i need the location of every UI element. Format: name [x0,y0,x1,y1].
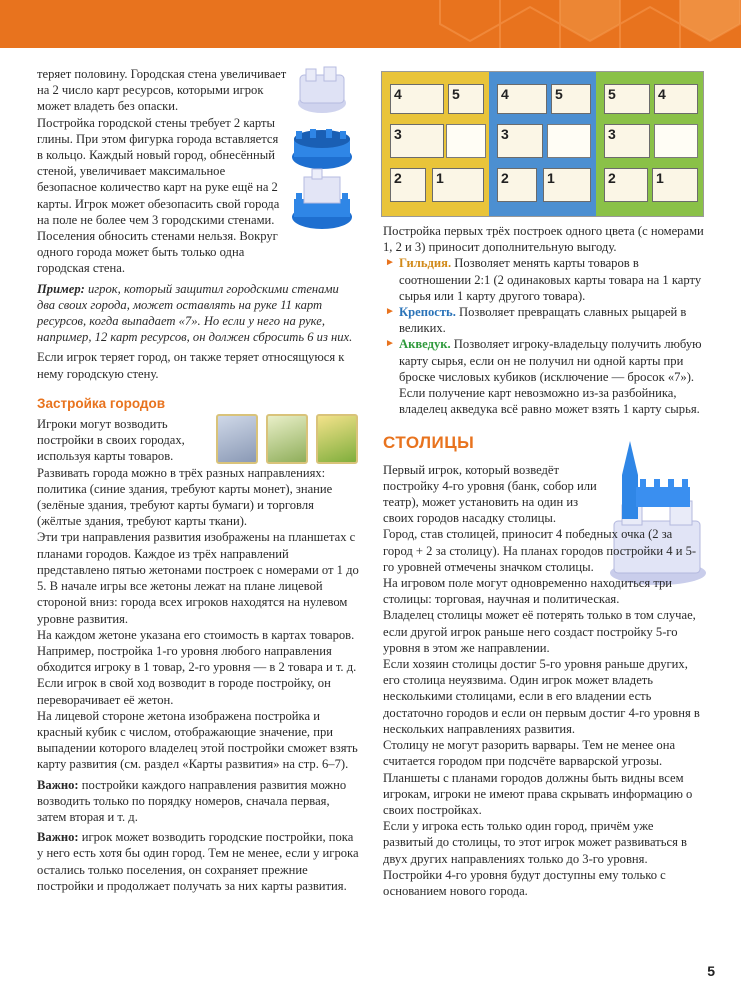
capitals-paragraph-4: Владелец столицы может её потерять только в том случае, если другой игрок раньше него создаст постройку 5-го уровня в этом же направлении. [383,608,696,655]
commodity-cards-image [216,414,359,464]
important-note-2 [37,829,359,894]
city-improvement-board-image [381,71,704,217]
coin-card-icon [216,414,258,464]
board-caption: Постройка первых трёх построек одного цвета (с номерами 1, 2 и 3) приносит дополнительную выгоду. [383,224,704,255]
section-intro: Игроки могут возводить постройки в своих городах, используя карты товаров. [37,417,185,464]
capitals-paragraph-2: Город, став столицей, приносит 4 победных очка (2 за город + 2 за столицу). На планах городов постройки 4 и 5-го уровней отмечены значком столицы. [383,527,697,574]
capitals-paragraph-1: Первый игрок, который возведёт постройку 4-го уровня (банк, собор или театр), может установить на один из своих городов насадку столицы. [383,462,597,526]
important-text-2: игрок может возводить городские постройки, пока у него есть хотя бы один город. Тем не менее, если у игрока остались только поселения, он сохраняет прежние постройки и продолжает получать за них карты развития. [37,830,359,893]
paper-card-icon [266,414,308,464]
guild-name: Гильдия. [399,256,452,271]
important-label-2: Важно: [37,830,79,845]
bullet-guild [383,255,705,304]
trade-panel: 4 5 3 2 1 [382,72,489,216]
capitals-paragraph-3: На игровом поле могут одновременно находиться три столицы: торговая, научная и политическая. [383,576,673,607]
left-column [37,66,359,894]
politics-panel: 4 5 3 2 1 [489,72,596,216]
triangle-bullet-icon: ► [385,338,395,350]
example-paragraph [37,281,359,346]
header-band [0,0,741,48]
section-title-capitals: СТОЛИЦЫ [383,433,475,453]
example-label: Пример: [37,281,85,296]
section-paragraph-2: Эти три направления развития изображены на планшетах с планами городов. Каждое из трёх направлений представлено пятью жетонами построек с номерами от 1 до 5. В начале игры все жетоны лежат на плане лицевой стороной вниз: города всех игроков находятся на нулевом уровне развития. [37,530,359,626]
triangle-bullet-icon: ► [385,257,395,269]
cloth-card-icon [316,414,358,464]
page-number: 5 [707,963,715,979]
section-paragraph-1: Развивать города можно в трёх разных направлениях: политика (синие здания, требуют карты монет), знание (зелёные здания, требуют карты бумаги) и торговля (жёлтые здания, требуют карты ткани). [37,465,333,529]
guild-text: Позволяет менять карты товаров в соотношении 2:1 (2 одинаковых карты товара на 1 карту сырья или 1 карту другого товара). [399,256,702,303]
triangle-bullet-icon: ► [385,306,395,318]
important-note-1 [37,777,359,826]
bullet-fortress [383,304,705,336]
capitals-paragraph-5: Если хозяин столицы достиг 5-го уровня раньше других, его столица неуязвима. Один игрок может владеть несколькими столицами, если в его владении есть достаточно городов и если он первым достиг 4-го уровня в нескольких направлениях развития. [383,657,700,736]
intro-paragraph-2: Постройка городской стены требует 2 карты глины. При этом фигурка города вставляется в кольцо. Каждый новый город, обнесённый стеной, увеличивает максимальное безопасное количество карт на руке ещё на 2 карты. Игрок может обезопасить свой города на поле не более чем 3 городскими стенами. Поселения обносить стенами нельзя. Вокруг одного города может быть только одна городская стена. [37,115,280,276]
bullet-aqueduct [383,336,705,417]
fortress-name: Крепость. [399,305,456,320]
section-title-city-building: Застройка городов [37,395,166,411]
capitals-paragraph-7: Планшеты с планами городов должны быть видны всем игрокам, игроки не имеют права скрывать информацию о своих постройках. [383,770,693,817]
aqueduct-name: Акведук. [399,337,451,352]
capitals-paragraph-8: Если у игрока есть только один город, причём уже развитый до столицы, то этот игрок может развиваться в двух других направлениях только до 3-го уровня. Постройки 4-го уровня будут доступны ему только с основанием нового города. [383,819,687,898]
aqueduct-text: Позволяет игроку-владельцу получить любую карту сырья, если он не получил ни одной карты при броске числовых кубиков (исключение — бросок «7»). Если получение карт невозможно из-за разбойника, владелец акведука всё равно может взять 1 карту сырья. [399,337,702,417]
right-column [383,223,705,899]
important-label-1: Важно: [37,777,79,792]
loss-paragraph: Если игрок теряет город, он также теряет относящуюся к нему городскую стену. [37,350,345,381]
capitals-paragraph-6: Столицу не могут разорить варвары. Тем не менее она считается городом при подсчёте варварской угрозы. [383,738,676,769]
fortress-text: Позволяет превращать славных рыцарей в великих. [399,305,687,336]
important-text-1: постройки каждого направления развития можно возводить только по порядку номеров, сначала первая, затем вторая и т. д. [37,777,347,824]
science-panel: 5 4 3 2 1 [596,72,703,216]
hexagon-pattern-icon [0,0,741,48]
section-paragraph-3: На каждом жетоне указана его стоимость в картах товаров. Например, постройка 1-го уровня любого направления обходится игроку в 1 товар, 2-го уровня — в 2 товара и т. д. Если игрок в свой ход возводит в городе постройку, он переворачивает её жетон. [37,627,357,707]
example-text: игрок, который защитил городскими стенами два своих города, может оставлять на руке 11 карт ресурсов, когда выпадает «7». Но если у него на руке, например, 12 карт ресурсов, он должен сбросить 6 из них. [37,281,353,345]
intro-paragraph-1: теряет половину. Городская стена увеличивает на 2 число карт ресурсов, которыми игрок может владеть без опаски. [37,67,287,114]
section-paragraph-4: На лицевой стороне жетона изображена постройка и красный кубик с числом, отображающие значение, при выпадении которого владелец этой постройки сможет взять карту развития (см. раздел «Карты развития» на стр. 6–7). [37,708,358,772]
